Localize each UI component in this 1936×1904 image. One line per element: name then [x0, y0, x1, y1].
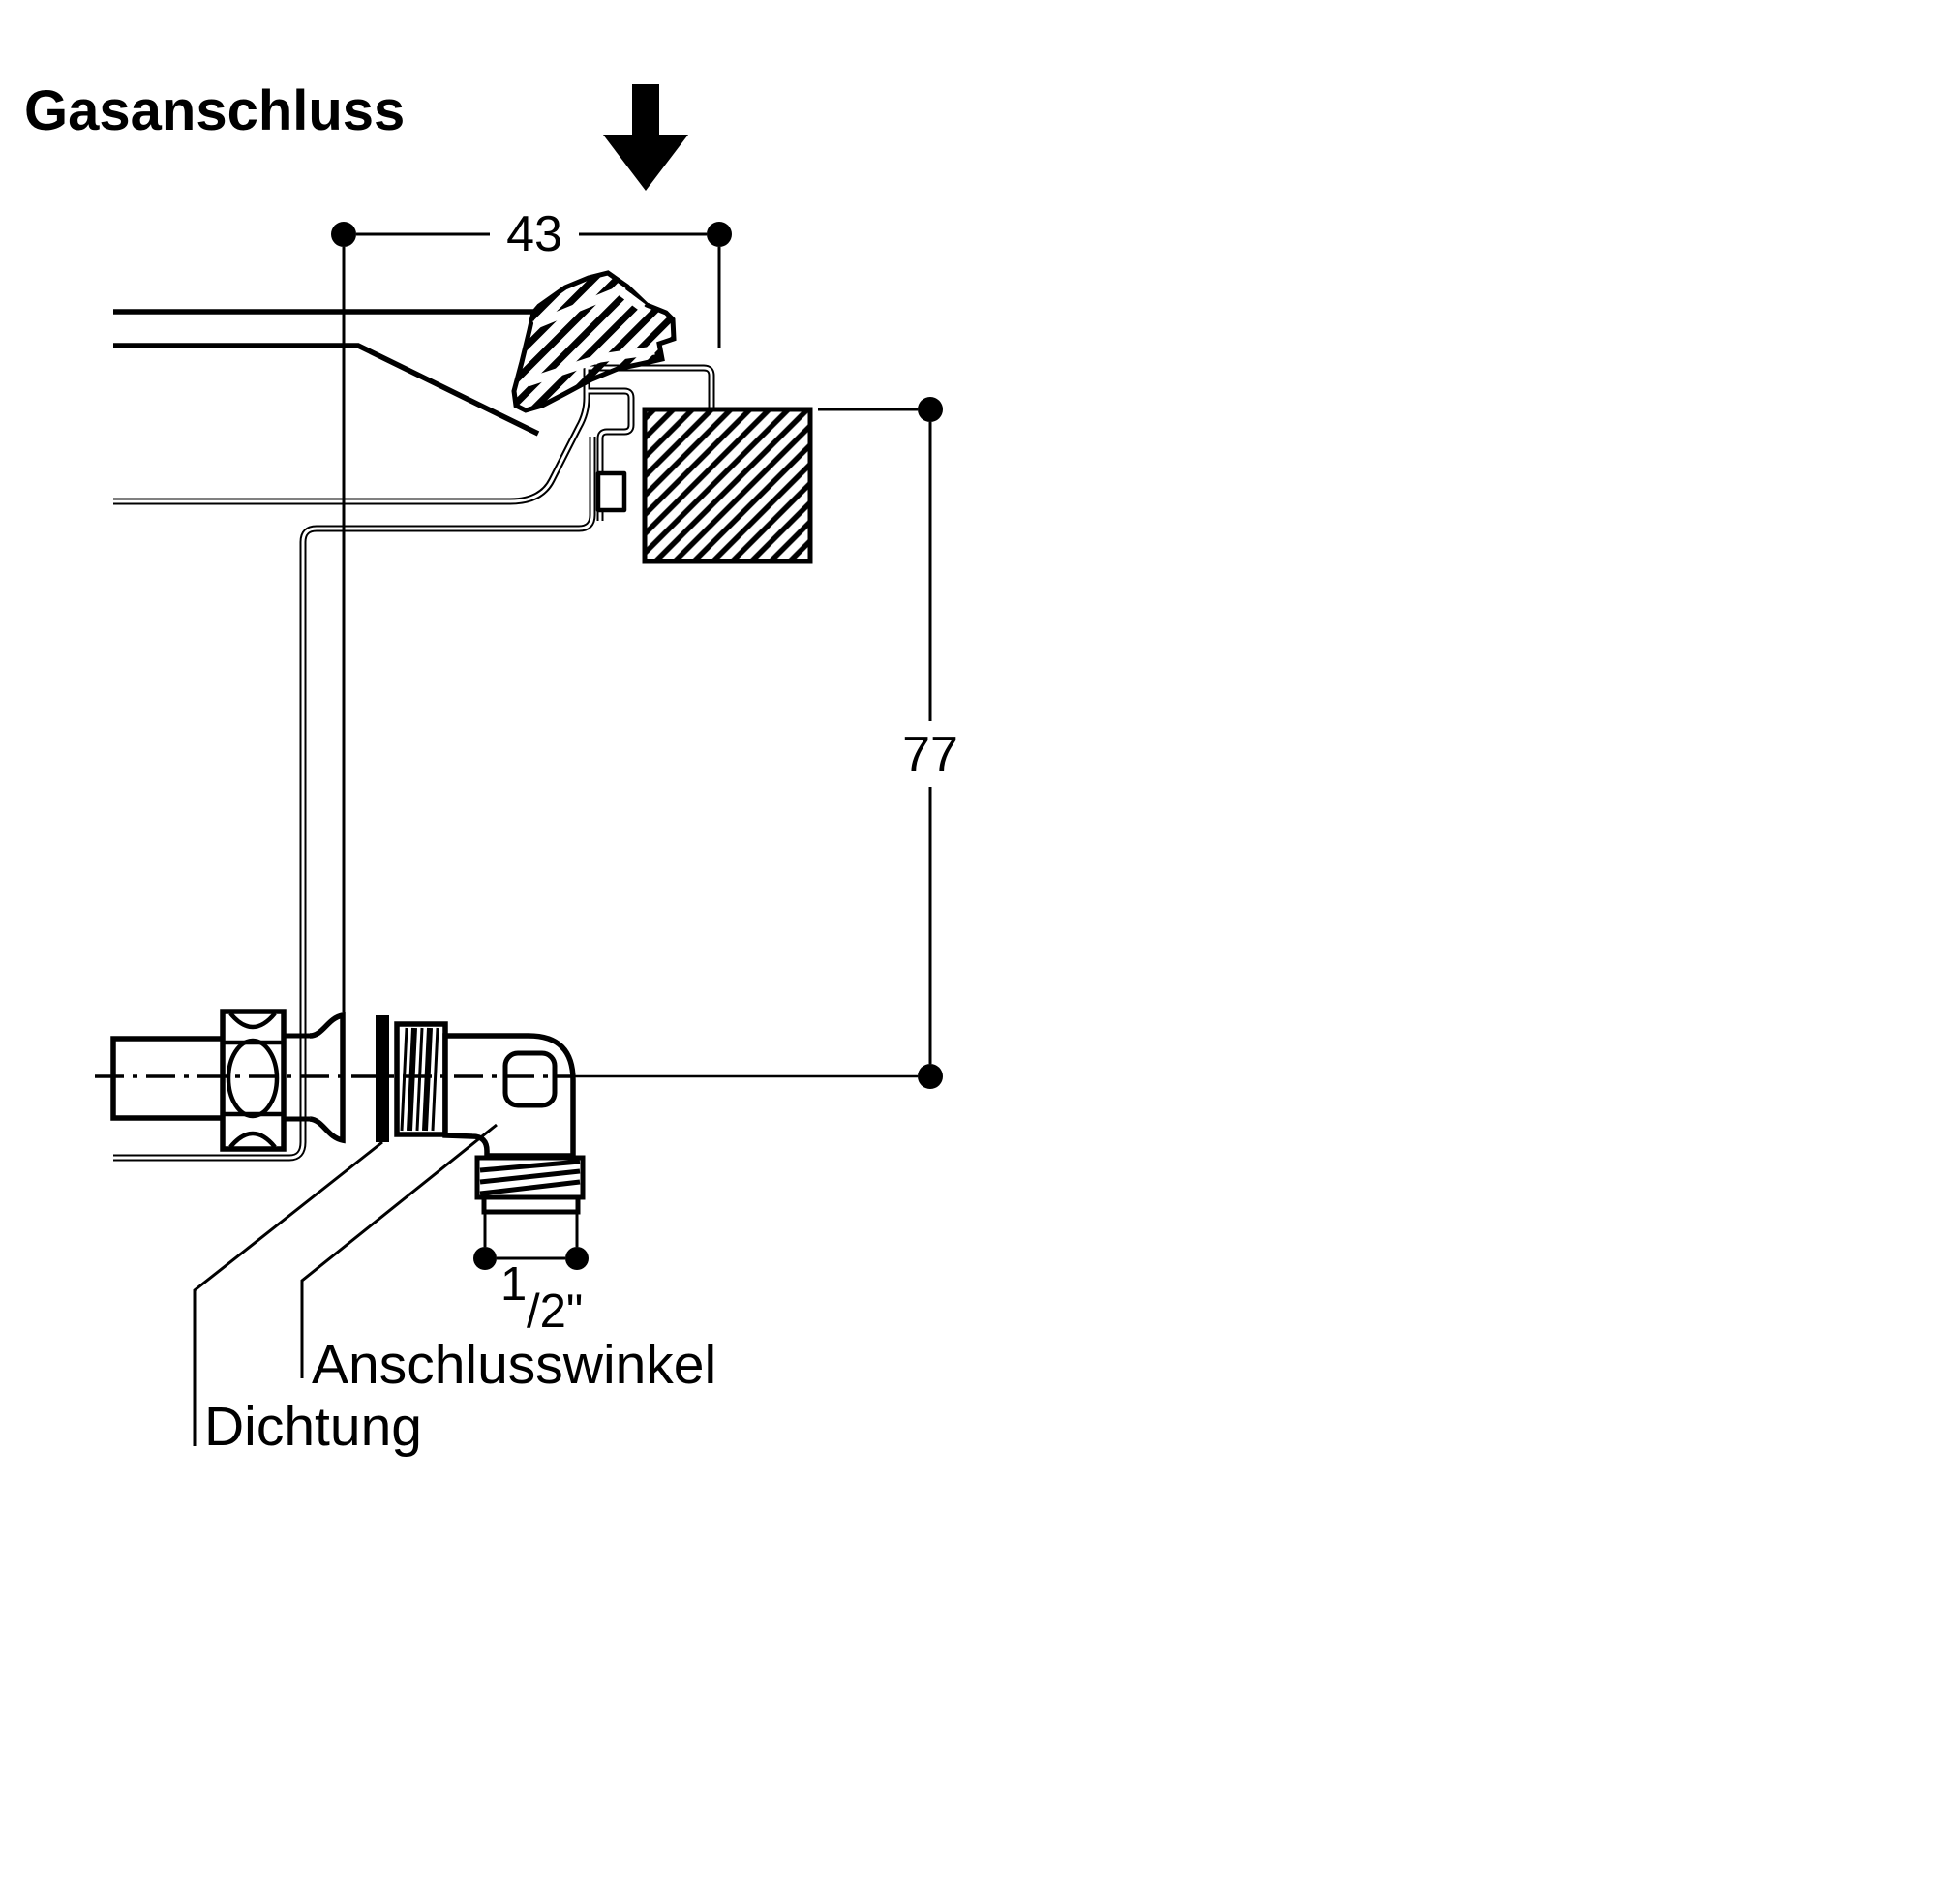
dim77-dot-bottom	[918, 1064, 943, 1089]
label-elbow: Anschlusswinkel	[312, 1334, 717, 1396]
dim-half-dot-right	[565, 1247, 589, 1270]
label-seal: Dichtung	[204, 1396, 422, 1458]
gas-pipe	[113, 1039, 225, 1118]
elbow-male-thread	[477, 1158, 583, 1212]
elbow-socket	[505, 1053, 555, 1105]
bracket-tab	[598, 473, 624, 510]
gas-fitting-assembly	[113, 1012, 583, 1212]
threaded-collar	[397, 1024, 445, 1134]
cooktop-underside-line	[113, 346, 538, 434]
seal-gasket	[376, 1015, 389, 1142]
insertion-direction-arrow-icon	[603, 84, 688, 191]
dimension-half-inch	[485, 1214, 577, 1258]
dim43-dot-left	[331, 222, 356, 247]
dim-half-sup: 1	[500, 1258, 528, 1311]
union-nut	[223, 1012, 284, 1149]
dim-half-dot-left	[473, 1247, 497, 1270]
cooktop-surface-lines	[113, 312, 540, 434]
dim43-value: 43	[506, 206, 562, 262]
worktop-section	[645, 409, 810, 561]
dim-half-main: /2"	[527, 1285, 584, 1338]
dim77-dot-top	[918, 397, 943, 422]
page-title: Gasanschluss	[24, 79, 406, 142]
dim43-dot-right	[707, 222, 732, 247]
thread-end-collar	[484, 1197, 578, 1212]
dim77-value: 77	[902, 727, 958, 783]
